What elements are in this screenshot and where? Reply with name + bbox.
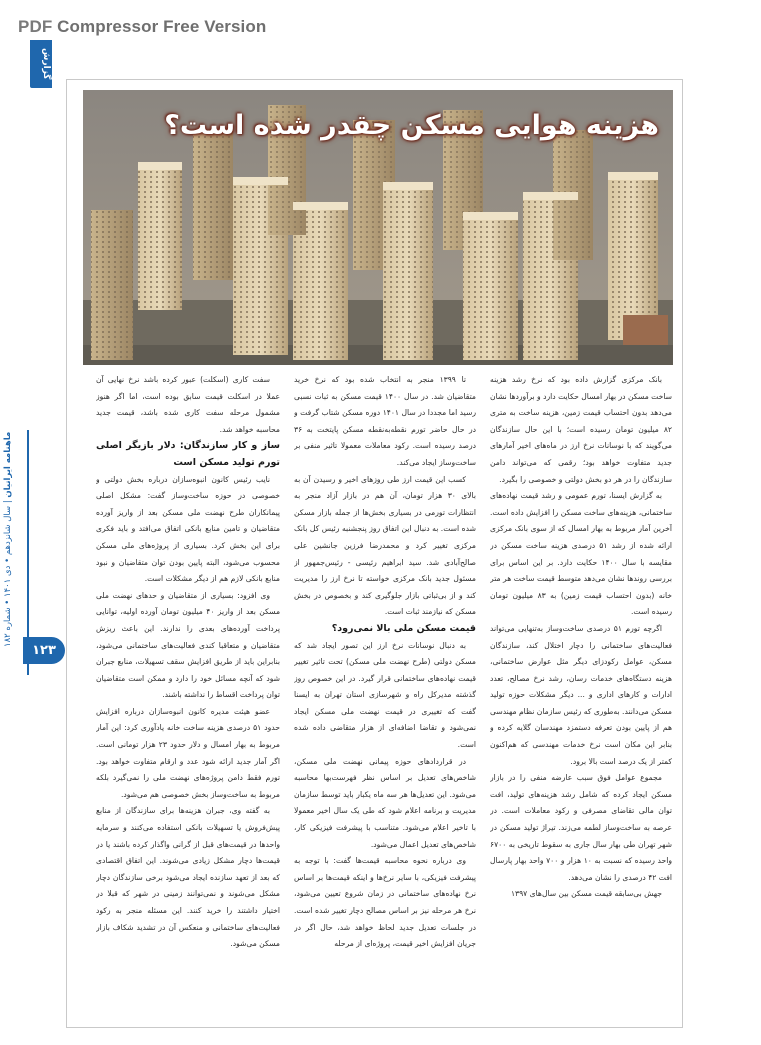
column-middle — [294, 372, 476, 1012]
magazine-title: ماهنامه ایرانیان — [3, 431, 13, 498]
paragraph: بانک مرکزی گزارش داده بود که نرخ رشد هزینه ساخت مسکن در بهار امسال حکایت دارد و برآوردها نشان می‌دهد بدون احتساب قیمت زمین، هزینه ساخت به متری ۸۲ میلیون تومان رسیده است؛ با این حال سازندگان می‌گویند که با نوسانات نرخ ارز در ماه‌های اخیر آمارهای جدید متفاوت خواهد بود؛ رقمی که می‌تواند دامن سازندگان را در هر دو بخش دولتی و خصوصی را بگیرد. — [490, 375, 672, 484]
watermark-text: Compressor Free Version — [57, 17, 267, 36]
paragraph: سفت کاری (اسکلت) عبور کرده باشد نرخ نهایی آن عملا در اسکلت قیمت سابق بوده است، اما اگر هنوز مشمول مرحله سفت کاری شده باشد، قیمت جدید محاسبه خواهد شد. — [96, 375, 280, 434]
column-left — [96, 372, 280, 1012]
paragraph: به دنبال نوسانات نرخ ارز این تصور ایجاد شد که مسکن دولتی (طرح نهضت ملی مسکن) تحت تاثیر تغییر قیمت نهاده‌های ساختمانی قرار گیرد. در این خصوص روز گذشته مدیرکل راه و شهرسازی استان تهران به ایسنا گفت که تغییری در قیمت نهضت ملی مسکن ایجاد نمی‌شود و تقاضا اضافه‌ای از هزار متقاضی داده شده است. — [294, 640, 476, 750]
paragraph: در قراردادهای حوزه پیمانی نهضت ملی مسکن، شاخص‌های تعدیل بر اساس نظر فهرست‌بها محاسبه می‌شود. این تعدیل‌ها هر سه ماه یکبار باید توسط سازمان مدیریت و برنامه اعلام شود که طی یک سال اخیر معمولا با تاخیر اعلام می‌شود. متناسب با پیشرفت فیزیکی کار، شاخص‌های تعدیل اعمال می‌شود. — [294, 756, 476, 849]
paragraph: به گفته وی، جبران هزینه‌ها برای سازندگان از منابع پیش‌فروش یا تسهیلات بانکی استفاده می‌کنند و سرمایه واحدها در قیمت‌های قبل از گرانی واگذار کرده باشند یا در قیمت‌ها دچار مشکل زیادی می‌شوند. این اتفاق اقتصادی که بعد از تعهد سازنده ایجاد می‌شود برخی سازندگان دچار مشکل می‌شوند و نمی‌توانند زمینی در شهر که قبلا در اختیار داشتند را خرید کنند. این مسئله منجر به رکود فعالیت‌های ساختمانی و منعکس آن در تشدید شکاف بازار مسکن می‌شود. — [96, 806, 280, 949]
paragraph: مجموع عوامل فوق سبب عارضه منفی را در بازار مسکن ایجاد کرده که شامل رشد هزینه‌های تولید، افت توان مالی تقاضای مصرفی و رکود معاملات است. در عرصه به ساخت‌وساز لطمه می‌زند. تیراژ تولید مسکن در شهر تهران طی بهار سال جاری به سقوط تاریخی به ۶۷۰۰ واحد رسیده که نسبت به ۱۰ هزار و ۷۰۰ واحد بهار پارسال افت ۴۲ درصدی را نشان می‌دهد. — [490, 773, 672, 882]
paragraph: کسب این قیمت ارز طی روزهای اخیر و رسیدن آن به بالای ۳۰ هزار تومان، آن هم در بازار آزاد منجر به انتظارات تورمی در بسیاری بخش‌ها از جمله بازار مسکن شده است. به دنبال این اتفاق روز پنجشنبه رئیس کل بانک مرکزی تغییر کرد و محمدرضا فرزین جانشین علی صالح‌آبادی شد. سید ابراهیم رئیسی - رئیس‌جمهور از مسئول جدید بانک مرکزی خواسته تا نرخ ارز را مدیریت کند و از بی‌ثباتی بازار جلوگیری کند و بخصوص در بخش مسکن که نیازمند ثبات است. — [294, 474, 476, 617]
paragraph: تا ۱۳۹۹ منجر به انتخاب شده بود که نرخ خرید متقاضیان شد. در سال ۱۴۰۰ قیمت مسکن به ثبات نسبی رسید اما مجددا در سال ۱۴۰۱ دوره مسکن شتاب گرفت و در حال حاضر تورم نقطه‌به‌نقطه مسکن پایتخت به ۳۶ درصد رسیده است. رکود معاملات معمولا تاثیر منفی بر ساخت‌وساز ایجاد می‌کند. — [294, 375, 476, 467]
paragraph: اگرچه تورم ۵۱ درصدی ساخت‌وساز به‌تنهایی می‌تواند فعالیت‌های ساختمانی را دچار اختلال کند، سازندگان مسکن، عوامل رکودزای دیگر مثل عوارض ساختمانی، هزینه دستگاه‌های خدمات رسان، رشد نرخ مصالح، تعدد ادارات و کارهای اداری و ... دیگر مشکلات حوزه تولید مسکن می‌دانند. به‌طوری که رئیس سازمان نظام مهندسی هم از پایین بودن تعرفه دستمزد مهندسان گلایه کرده و بنابر این مکان است نرخ خدمات مهندسی که هم‌اکنون کمتر از یک درصد است بالا برود. — [490, 623, 672, 766]
article-title: هزینه هوایی مسکن چقدر شده است؟ — [164, 110, 659, 141]
magazine-running-head: ماهنامه ایرانیان | سال شانزدهم • دی ۱۴۰۱ • شماره ۱۸۲ — [3, 431, 13, 647]
article-body — [90, 372, 672, 1012]
paragraph: نایب رئیس کانون انبوه‌سازان درباره بخش دولتی و خصوصی در حوزه ساخت‌وساز گفت: مشکل اصلی پیمانکاران طرح نهضت ملی مسکن بعد از واریز آورده متقاضیان و تامین منابع بانکی اتفاق می‌افتد و باید فکری برای این بخش کرد. بسیاری از پروژه‌های ملی مسکن محسوب می‌شود، البته پایین بودن توان متقاضیان و نبود منابع بانکی لازم هم از دیگر مشکلات است. — [96, 474, 280, 584]
paragraph: وی درباره نحوه محاسبه قیمت‌ها گفت: با توجه به پیشرفت فیزیکی، با سایر نرخ‌ها و اینکه قیمت‌ها بر اساس نرخ نهاده‌های ساختمانی در زمان شروع تعیین می‌شود، نرخ هر مرحله نیز بر اساس مصالح دچار تغییر شده است. در جلسات تعدیل جدید لحاظ خواهد شد، حال اگر در جریان افزایش اخیر قیمت، پروژه‌ای از مرحله — [294, 856, 476, 949]
paragraph: جهش بی‌سابقه قیمت مسکن بین سال‌های ۱۳۹۷ — [510, 889, 662, 899]
paragraph: وی افزود: بسیاری از متقاضیان و حدهای نهضت ملی مسکن بعد از واریز ۴۰ میلیون تومان آورده اولیه، توانایی پرداخت آورده‌های بعدی را ندارند. این باعث ریزش متقاضیان و متعاقبا کندی فعالیت‌های ساختمانی می‌شود، بنابراین باید از طریق افزایش سقف تسهیلات، منابع جبران شود که آنچه مسائل خود را دارد و ممکن است متقاضیان توان پرداخت اقساط را نداشته باشند. — [96, 590, 280, 700]
subheading: قیمت مسکن ملی بالا نمی‌رود؟ — [331, 622, 476, 634]
section-label: گزارش — [41, 48, 51, 80]
page-number-badge: ۱۲۳ — [23, 637, 65, 664]
watermark-brand: PDF — [18, 17, 53, 36]
magazine-meta: سال شانزدهم • دی ۱۴۰۱ • شماره ۱۸۲ — [3, 505, 13, 647]
article-hero-photo — [83, 90, 673, 365]
pdf-compressor-watermark — [18, 17, 266, 37]
paragraph: عضو هیئت مدیره کانون انبوه‌سازان درباره افزایش حدود ۵۱ درصدی هزینه ساخت خانه یادآوری کرد: این آمار مربوط به بهار امسال و دلار حدود ۲۳ هزار تومانی است. اگر آمار جدید ارائه شود عدد و ارقام متفاوت خواهد بود. تورم فقط دامن پروژه‌های نهضت ملی را نمی‌گیرد بلکه مربوط به ساخت‌وساز بخش خصوصی هم می‌شود. — [96, 706, 280, 799]
paragraph: به گزارش ایسنا، تورم عمومی و رشد قیمت نهاده‌های ساختمانی، هزینه‌های ساخت مسکن را افزایش داده است. آخرین آمار مربوط به بهار امسال که از سوی بانک مرکزی ارائه شده از رشد ۵۱ درصدی هزینه ساخت مسکن در مقایسه با سال ۱۴۰۰ حکایت دارد. بر این اساس برای بررسی روندها نشان می‌دهد متوسط قیمت ساخت هر متر خانه (بدون احتساب قیمت زمین) به ۸۳ میلیون تومان رسیده است. — [490, 491, 672, 617]
subheading: ساز و کار سازندگان: دلار بازیگر اصلی تورم تولید مسکن است — [96, 440, 280, 468]
column-right — [490, 372, 672, 1012]
